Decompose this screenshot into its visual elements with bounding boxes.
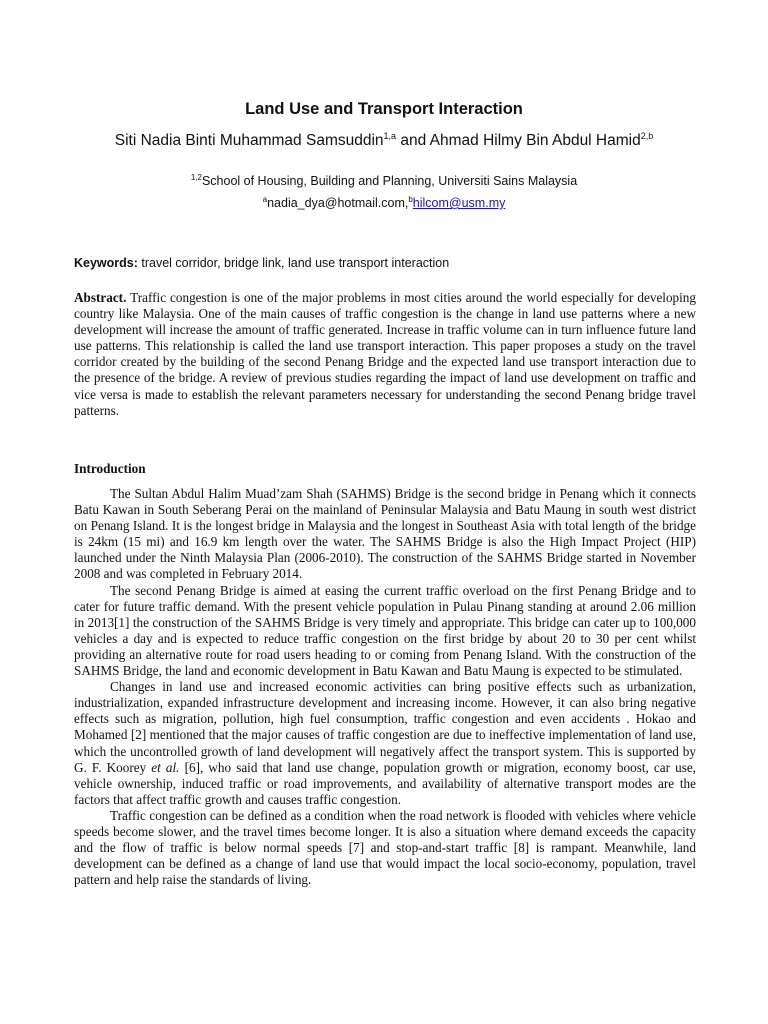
keywords (74, 256, 696, 270)
keywords-label: Keywords: (74, 256, 138, 270)
author-1-affil-mark: 1,a (383, 131, 397, 141)
paragraph-3 (74, 679, 696, 808)
paragraph-3-part-2: [6], who said that land use change, population growth or migration, economy boost, car use, vehicle ownership, induced traffic or road improvements, and availability of alternative transport modes are the factors that affect traffic growth and causes traffic congestion. (74, 759, 696, 807)
section-heading-introduction: Introduction (74, 461, 146, 476)
paper-title: Land Use and Transport Interaction (245, 100, 523, 118)
email-a: nadia_dya@hotmail.com, (267, 196, 409, 211)
email-a-mark: a (262, 195, 268, 204)
email-line (0, 195, 768, 210)
author-2: and Ahmad Hilmy Bin Abdul Hamid (396, 132, 641, 150)
affiliation-mark: 1,2 (190, 173, 202, 182)
paragraph-1: The Sultan Abdul Halim Muad’zam Shah (SAHMS) Bridge is the second bridge in Penang which it connects Batu Kawan in South Seberang Perai on the mainland of Peninsular Malaysia and Batu Maung in south west district on Penang Island. It is the longest bridge in Malaysia and the longest in Southeast Asia with total length of the bridge is 24km (15 mi) and 16.9 km length over the water. The SAHMS Bridge is also the High Impact Project (HIP) launched under the Ninth Malaysia Plan (2006-2010). The construction of the SAHMS Bridge started in November 2008 and was completed in February 2014. (74, 486, 696, 582)
affiliation (0, 173, 768, 188)
introduction-body (74, 486, 696, 888)
et-al: et al. (151, 759, 180, 775)
abstract (74, 290, 696, 419)
abstract-text: Traffic congestion is one of the major problems in most cities around the world especially for developing country like Malaysia. One of the main causes of traffic congestion is the change in land use patterns where a new development will increase the amount of traffic generated. Increase in traffic volume can in turn influence future land use patterns. This relationship is called the land use transport interaction. This paper proposes a study on the travel corridor created by the building of the second Penang Bridge and the expected land use transport interaction due to the presence of the bridge. A review of previous studies regarding the impact of land use development on traffic and vice versa is made to establish the relevant parameters necessary for understanding the second Penang bridge travel patterns. (74, 290, 696, 418)
email-b-link[interactable]: hilcom@usm.my (412, 196, 506, 211)
author-2-affil-mark: 2,b (640, 131, 654, 141)
email-b-mark: b (408, 195, 413, 204)
paragraph-2: The second Penang Bridge is aimed at easing the current traffic overload on the first Penang Bridge and to cater for future traffic demand. With the present vehicle population in Pulau Pinang standing at around 2.06 million in 2013[1] the construction of the SAHMS Bridge is very timely and appropriate. This bridge can cater up to 100,000 vehicles a day and is expected to reduce traffic congestion on the first bridge by about 20 to 30 per cent whilst providing an alternative route for road users heading to or coming from Penang Island. With the construction of the SAHMS Bridge, the land and economic development in Batu Kawan and Batu Maung is expected to be stimulated. (74, 582, 696, 679)
author-1: Siti Nadia Binti Muhammad Samsuddin (114, 132, 384, 150)
keywords-text: travel corridor, bridge link, land use transport interaction (137, 256, 450, 270)
paragraph-3-part-1: Changes in land use and increased economic activities can bring positive effects such as urbanization, industrialization, expanded infrastructure development and increasing income. However, it can also bring negative effects such as migration, pollution, high fuel consumption, traffic congestion and even accidents . Hokao and Mohamed [2] mentioned that the major causes of traffic congestion are due to ineffective implementation of land use, which the uncontrolled growth of land development will negatively affect the transport system. This is supported by G. F. Koorey (74, 679, 696, 775)
affiliation-text: School of Housing, Building and Planning, Universiti Sains Malaysia (201, 174, 578, 189)
author-line (96, 126, 672, 151)
abstract-label: Abstract. (74, 290, 127, 305)
paragraph-4: Traffic congestion can be defined as a condition when the road network is flooded with vehicles where vehicle speeds become slower, and the travel times become longer. It is also a situation where demand exceeds the capacity and the flow of traffic is below normal speeds [7] and stop-and-start traffic [8] is rampant. Meanwhile, land development can be defined as a change of land use that would impact the local socio-economy, population, travel pattern and help raise the standards of living. (74, 807, 696, 888)
